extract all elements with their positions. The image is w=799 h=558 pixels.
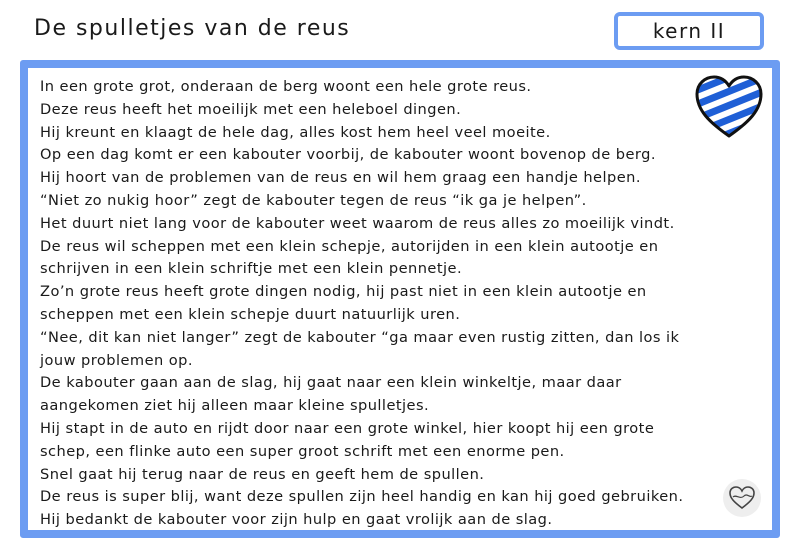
- story-line: De reus wil scheppen met een klein schepje, autorijden in een klein autootje en: [40, 237, 659, 255]
- story-line: Op een dag komt er een kabouter voorbij, de kabouter woont bovenop de berg.: [40, 146, 656, 164]
- story-line: jouw problemen op.: [40, 351, 193, 369]
- story-line: aangekomen ziet hij alleen maar kleine spulletjes.: [40, 397, 430, 415]
- story-line: schrijven in een klein schriftje met een klein pennetje.: [40, 260, 463, 278]
- story-line: Deze reus heeft het moeilijk met een heleboel dingen.: [40, 100, 462, 118]
- story-line: Zo’n grote reus heeft grote dingen nodig, hij past niet in een klein autootje en: [40, 283, 647, 301]
- story-line: schep, een flinke auto een super groot schrift met een enorme pen.: [40, 442, 565, 460]
- story-line: Hij kreunt en klaagt de hele dag, alles kost hem heel veel moeite.: [40, 123, 551, 141]
- story-line: Hij bedankt de kabouter voor zijn hulp en gaat vrolijk aan de slag.: [40, 511, 553, 529]
- page-title: De spulletjes van de reus: [34, 16, 351, 41]
- blue-striped-heart-icon: [693, 74, 765, 140]
- story-line: De reus is super blij, want deze spullen zijn heel handig en kan hij goed gebruiken.: [40, 488, 684, 506]
- level-badge-label: kern II: [652, 19, 726, 43]
- story-line: scheppen met een klein schepje duurt natuurlijk uren.: [40, 305, 461, 323]
- story-text: [40, 76, 760, 532]
- story-line: Snel gaat hij terug naar de reus en geeft hem de spullen.: [40, 465, 485, 483]
- story-line: “Nee, dit kan niet langer” zegt de kabouter “ga maar even rustig zitten, dan los ik: [40, 328, 680, 346]
- story-line: De kabouter gaan aan de slag, hij gaat naar een klein winkeltje, maar daar: [40, 374, 622, 392]
- level-badge: [614, 12, 764, 50]
- story-line: Hij stapt in de auto en rijdt door naar een grote winkel, hier koopt hij een grote: [40, 419, 655, 437]
- story-line: Het duurt niet lang voor de kabouter weet waarom de reus alles zo moeilijk vindt.: [40, 214, 675, 232]
- story-line: “Niet zo nukig hoor” zegt de kabouter tegen de reus “ik ga je helpen”.: [40, 191, 587, 209]
- heart-logo-icon: [722, 478, 762, 518]
- story-frame: [20, 60, 780, 538]
- story-line: Hij hoort van de problemen van de reus en wil hem graag een handje helpen.: [40, 169, 641, 187]
- story-line: In een grote grot, onderaan de berg woont een hele grote reus.: [40, 78, 532, 95]
